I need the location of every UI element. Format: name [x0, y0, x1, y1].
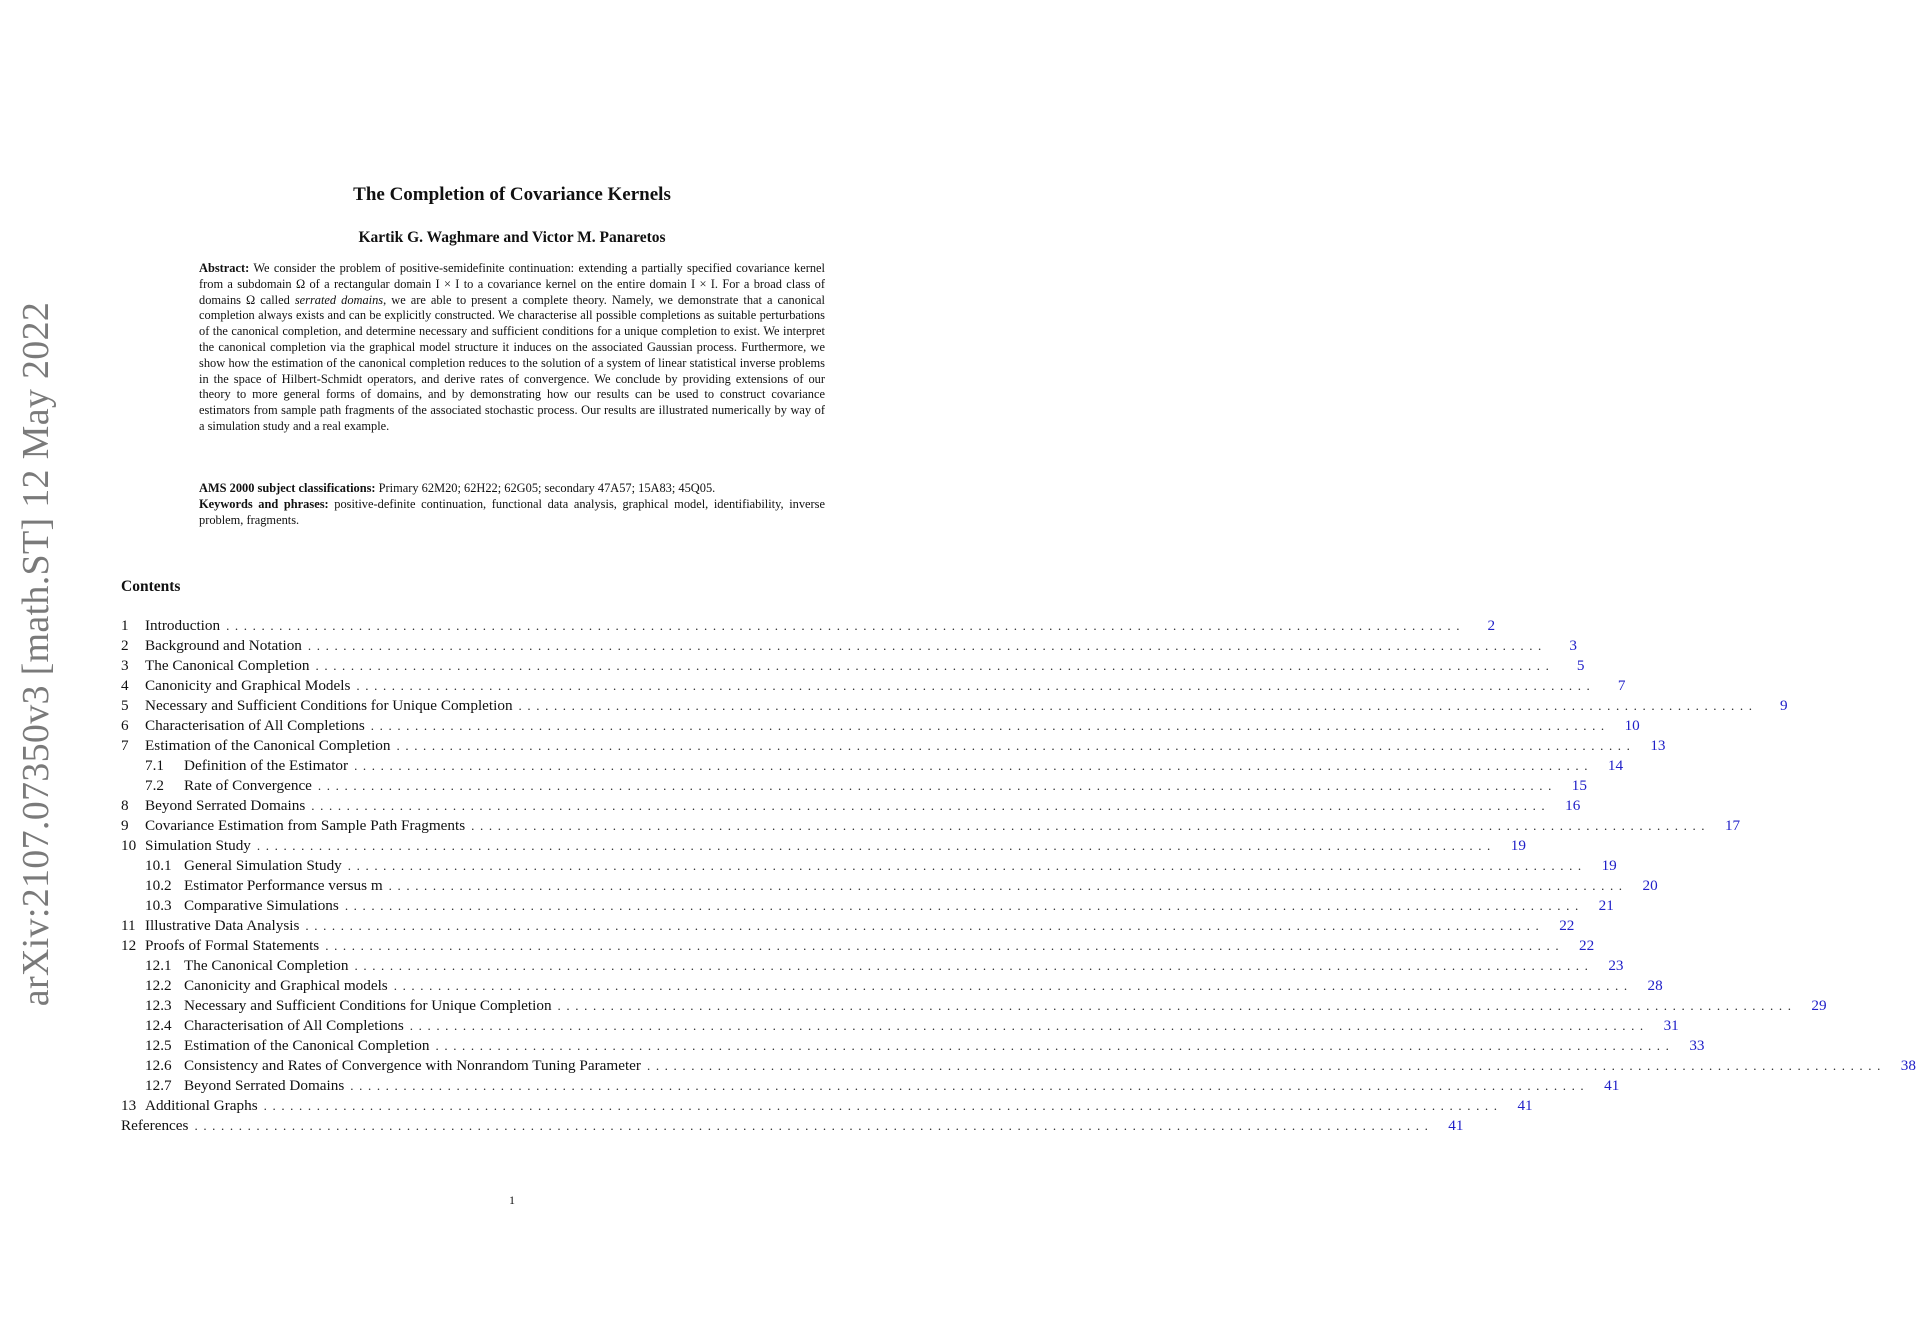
- table-of-contents: [121, 616, 1916, 1136]
- toc-entry-number: 1: [121, 617, 129, 634]
- toc-entry-title: Comparative Simulations: [184, 897, 339, 914]
- toc-entry-title: Illustrative Data Analysis: [145, 917, 300, 934]
- abstract-label: Abstract:: [199, 261, 250, 275]
- toc-page-link[interactable]: 9: [1779, 697, 1788, 714]
- toc-page-link[interactable]: 19: [1510, 837, 1526, 854]
- toc-entry-title: Beyond Serrated Domains: [145, 797, 306, 814]
- toc-page-link[interactable]: 19: [1601, 857, 1617, 874]
- toc-entry-title: Rate of Convergence: [184, 777, 312, 794]
- toc-entry-title: Characterisation of All Completions: [184, 1017, 404, 1034]
- toc-page-link[interactable]: 41: [1448, 1117, 1464, 1134]
- toc-page-link[interactable]: 15: [1571, 777, 1587, 794]
- toc-entry-title: Necessary and Sufficient Conditions for Unique Completion: [184, 997, 552, 1014]
- abstract-text-2: , we are able to present a complete theory. Namely, we demonstrate that a canonical completion always exists and can be explicitly constructed. We characterise all possible completions as suitable perturbations of the canonical completion, and determine necessary and sufficient conditions for a unique completion to exist. We interpret the canonical completion via the graphical model structure it induces on the associated Gaussian process. Furthermore, we show how the estimation of the canonical completion reduces to the solution of a system of linear statistical inverse problems in the space of Hilbert-Schmidt operators, and derive rates of convergence. We conclude by providing extensions of our theory to more general forms of domains, and by demonstrating how our results can be used to construct covariance estimators from sample path fragments of the associated stochastic process. Our results are illustrated numerically by way of a simulation study and a real example.: [199, 292, 825, 433]
- toc-entry[interactable]: [121, 796, 1581, 816]
- toc-entry[interactable]: [121, 696, 1788, 716]
- toc-entry-number: 7.1: [145, 757, 164, 774]
- toc-entry-title: General Simulation Study: [184, 857, 342, 874]
- toc-entry-title: Introduction: [145, 617, 221, 634]
- toc-entry-title: Background and Notation: [145, 637, 302, 654]
- toc-entry-number: 12.2: [145, 977, 172, 994]
- toc-entry-number: 4: [121, 677, 129, 694]
- toc-page-link[interactable]: 5: [1576, 657, 1585, 674]
- toc-entry[interactable]: [121, 716, 1640, 736]
- toc-entry[interactable]: [121, 756, 1624, 776]
- toc-leader-dots: ............................................................................................................................................: [317, 778, 1557, 793]
- toc-entry[interactable]: [121, 1116, 1464, 1136]
- toc-leader-dots: ............................................................................................................................................: [435, 1038, 1675, 1053]
- toc-entry[interactable]: [121, 636, 1577, 656]
- toc-entry[interactable]: [121, 616, 1496, 636]
- toc-entry-number: 12.7: [145, 1077, 172, 1094]
- toc-page-link[interactable]: 2: [1487, 617, 1496, 634]
- toc-entry-number: 6: [121, 717, 129, 734]
- toc-leader-dots: ............................................................................................................................................: [344, 898, 1584, 913]
- toc-leader-dots: ............................................................................................................................................: [388, 878, 1628, 893]
- toc-leader-dots: ............................................................................................................................................: [194, 1118, 1434, 1133]
- toc-leader-dots: ............................................................................................................................................: [409, 1018, 1649, 1033]
- toc-leader-dots: ............................................................................................................................................: [356, 678, 1596, 693]
- toc-entry[interactable]: [121, 976, 1663, 996]
- toc-page-link[interactable]: 41: [1517, 1097, 1533, 1114]
- toc-entry-number: 7: [121, 737, 129, 754]
- page-number: 1: [509, 1193, 515, 1207]
- keywords-text: positive-definite continuation, functional data analysis, graphical model, identifiability, inverse problem, fragments.: [199, 496, 826, 527]
- arxiv-identifier: arXiv:2107.07350v3 [math.ST] 12 May 2022: [15, 301, 57, 1007]
- toc-entry-number: 10.1: [145, 857, 172, 874]
- toc-entry[interactable]: [121, 1076, 1620, 1096]
- toc-page-link[interactable]: 28: [1647, 977, 1663, 994]
- toc-leader-dots: ............................................................................................................................................: [347, 858, 1587, 873]
- toc-page-link[interactable]: 3: [1569, 637, 1577, 654]
- toc-page-link[interactable]: 22: [1579, 937, 1595, 954]
- classifications-block: [199, 481, 825, 528]
- toc-entry-number: 8: [121, 797, 129, 814]
- toc-entry-title: Necessary and Sufficient Conditions for Unique Completion: [145, 697, 513, 714]
- toc-entry[interactable]: [121, 816, 1741, 836]
- toc-entry-number: 12.1: [145, 957, 172, 974]
- toc-entry-number: 3: [121, 657, 129, 674]
- toc-entry[interactable]: [121, 736, 1666, 756]
- toc-page-link[interactable]: 7: [1617, 677, 1626, 694]
- toc-entry-number: 12: [121, 937, 137, 954]
- toc-entry[interactable]: [121, 676, 1626, 696]
- toc-page-link[interactable]: 22: [1559, 917, 1575, 934]
- toc-leader-dots: ............................................................................................................................................: [354, 758, 1594, 773]
- keywords-label: Keywords and phrases:: [199, 496, 329, 511]
- toc-entry[interactable]: [121, 656, 1585, 676]
- toc-page-link[interactable]: 29: [1811, 997, 1827, 1014]
- toc-page-link[interactable]: 41: [1604, 1077, 1620, 1094]
- toc-entry-number: 9: [121, 817, 129, 834]
- toc-leader-dots: ............................................................................................................................................: [370, 718, 1610, 733]
- paper-authors: Kartik G. Waghmare and Victor M. Panaretos: [358, 229, 666, 246]
- toc-page-link[interactable]: 31: [1663, 1017, 1679, 1034]
- toc-leader-dots: ............................................................................................................................................: [263, 1098, 1503, 1113]
- toc-entry-number: 12.3: [145, 997, 172, 1014]
- contents-heading: Contents: [121, 578, 181, 595]
- toc-entry[interactable]: [121, 1036, 1705, 1056]
- toc-leader-dots: ............................................................................................................................................: [354, 958, 1594, 973]
- toc-entry[interactable]: [121, 1056, 1916, 1076]
- toc-entry-number: 13: [121, 1097, 137, 1114]
- toc-entry-title: Characterisation of All Completions: [145, 717, 365, 734]
- toc-entry-title: The Canonical Completion: [184, 957, 349, 974]
- abstract: [199, 261, 825, 435]
- toc-entry[interactable]: [121, 836, 1526, 856]
- toc-leader-dots: ............................................................................................................................................: [307, 638, 1547, 653]
- toc-leader-dots: ............................................................................................................................................: [557, 998, 1797, 1013]
- keywords: [199, 497, 825, 529]
- toc-page-link[interactable]: 21: [1598, 897, 1614, 914]
- toc-entry[interactable]: [121, 936, 1595, 956]
- abstract-emphasis: serrated domains: [294, 292, 384, 307]
- paper-title: The Completion of Covariance Kernels: [353, 184, 671, 205]
- toc-entry[interactable]: [121, 916, 1575, 936]
- abstract-text-1: We consider the problem of positive-semidefinite continuation: extending a partially specified covariance kernel from a subdomain Ω of a rectangular domain I × I to a covariance kernel on the entire domain I × I. For a broad class of domains Ω called: [199, 261, 825, 307]
- toc-leader-dots: ............................................................................................................................................: [256, 838, 1496, 853]
- ams-label: AMS 2000 subject classifications:: [199, 481, 376, 495]
- toc-leader-dots: ............................................................................................................................................: [518, 698, 1758, 713]
- toc-page-link[interactable]: 38: [1900, 1057, 1916, 1074]
- toc-entry-number: 12.4: [145, 1017, 172, 1034]
- toc-entry[interactable]: [121, 1016, 1679, 1036]
- toc-leader-dots: ............................................................................................................................................: [315, 658, 1555, 673]
- toc-leader-dots: ............................................................................................................................................: [226, 618, 1466, 633]
- toc-entry-number: 5: [121, 697, 129, 714]
- toc-entry-number: 10.2: [145, 877, 172, 894]
- toc-leader-dots: ............................................................................................................................................: [471, 818, 1711, 833]
- toc-entry[interactable]: [121, 896, 1614, 916]
- toc-leader-dots: ............................................................................................................................................: [305, 918, 1545, 933]
- toc-leader-dots: ............................................................................................................................................: [393, 978, 1633, 993]
- toc-entry[interactable]: [121, 776, 1587, 796]
- toc-entry-title: Canonicity and Graphical models: [184, 977, 388, 994]
- toc-entry-title: Beyond Serrated Domains: [184, 1077, 345, 1094]
- toc-entry-title: Estimation of the Canonical Completion: [184, 1037, 430, 1054]
- toc-entry[interactable]: [121, 876, 1658, 896]
- toc-page-link[interactable]: 20: [1642, 877, 1658, 894]
- toc-page-link[interactable]: 33: [1689, 1037, 1705, 1054]
- toc-entry-title: Simulation Study: [145, 837, 251, 854]
- toc-page-link[interactable]: 10: [1624, 717, 1640, 734]
- toc-entry-title: The Canonical Completion: [145, 657, 310, 674]
- toc-entry[interactable]: [121, 956, 1624, 976]
- toc-entry-number: 12.6: [145, 1057, 172, 1074]
- ams-classifications: [199, 481, 825, 497]
- toc-page-link[interactable]: 16: [1565, 797, 1581, 814]
- toc-entry-title: Estimator Performance versus m: [184, 877, 383, 894]
- toc-entry-title: Additional Graphs: [145, 1097, 258, 1114]
- toc-leader-dots: ............................................................................................................................................: [350, 1078, 1590, 1093]
- ams-text: Primary 62M20; 62H22; 62G05; secondary 47A57; 15A83; 45Q05.: [375, 481, 716, 495]
- toc-entry-number: 2: [121, 637, 129, 654]
- toc-leader-dots: ............................................................................................................................................: [396, 738, 1636, 753]
- toc-page-link[interactable]: 23: [1608, 957, 1624, 974]
- toc-entry-title: Consistency and Rates of Convergence with Nonrandom Tuning Parameter: [184, 1057, 641, 1074]
- toc-leader-dots: ............................................................................................................................................: [325, 938, 1565, 953]
- toc-entry-number: 10.3: [145, 897, 172, 914]
- toc-entry-title: Definition of the Estimator: [184, 757, 349, 774]
- toc-entry-number: 7.2: [145, 777, 164, 794]
- toc-entry-title: Covariance Estimation from Sample Path Fragments: [145, 817, 466, 834]
- arxiv-sidebar-stamp: [6, 301, 66, 1007]
- toc-leader-dots: ............................................................................................................................................: [646, 1058, 1886, 1073]
- toc-entry-number: 11: [121, 917, 136, 934]
- toc-entry[interactable]: [121, 856, 1617, 876]
- toc-entry-title: Estimation of the Canonical Completion: [145, 737, 391, 754]
- toc-entry[interactable]: [121, 996, 1827, 1016]
- toc-page-link[interactable]: 14: [1607, 757, 1624, 774]
- toc-entry-number: 10: [121, 837, 137, 854]
- toc-entry-title: References: [121, 1117, 189, 1134]
- toc-entry-number: 12.5: [145, 1037, 172, 1054]
- toc-page-link[interactable]: 17: [1724, 817, 1741, 834]
- toc-entry-title: Canonicity and Graphical Models: [145, 677, 351, 694]
- toc-entry-title: Proofs of Formal Statements: [145, 937, 320, 954]
- toc-entry[interactable]: [121, 1096, 1533, 1116]
- toc-page-link[interactable]: 13: [1650, 737, 1666, 754]
- toc-leader-dots: ............................................................................................................................................: [311, 798, 1551, 813]
